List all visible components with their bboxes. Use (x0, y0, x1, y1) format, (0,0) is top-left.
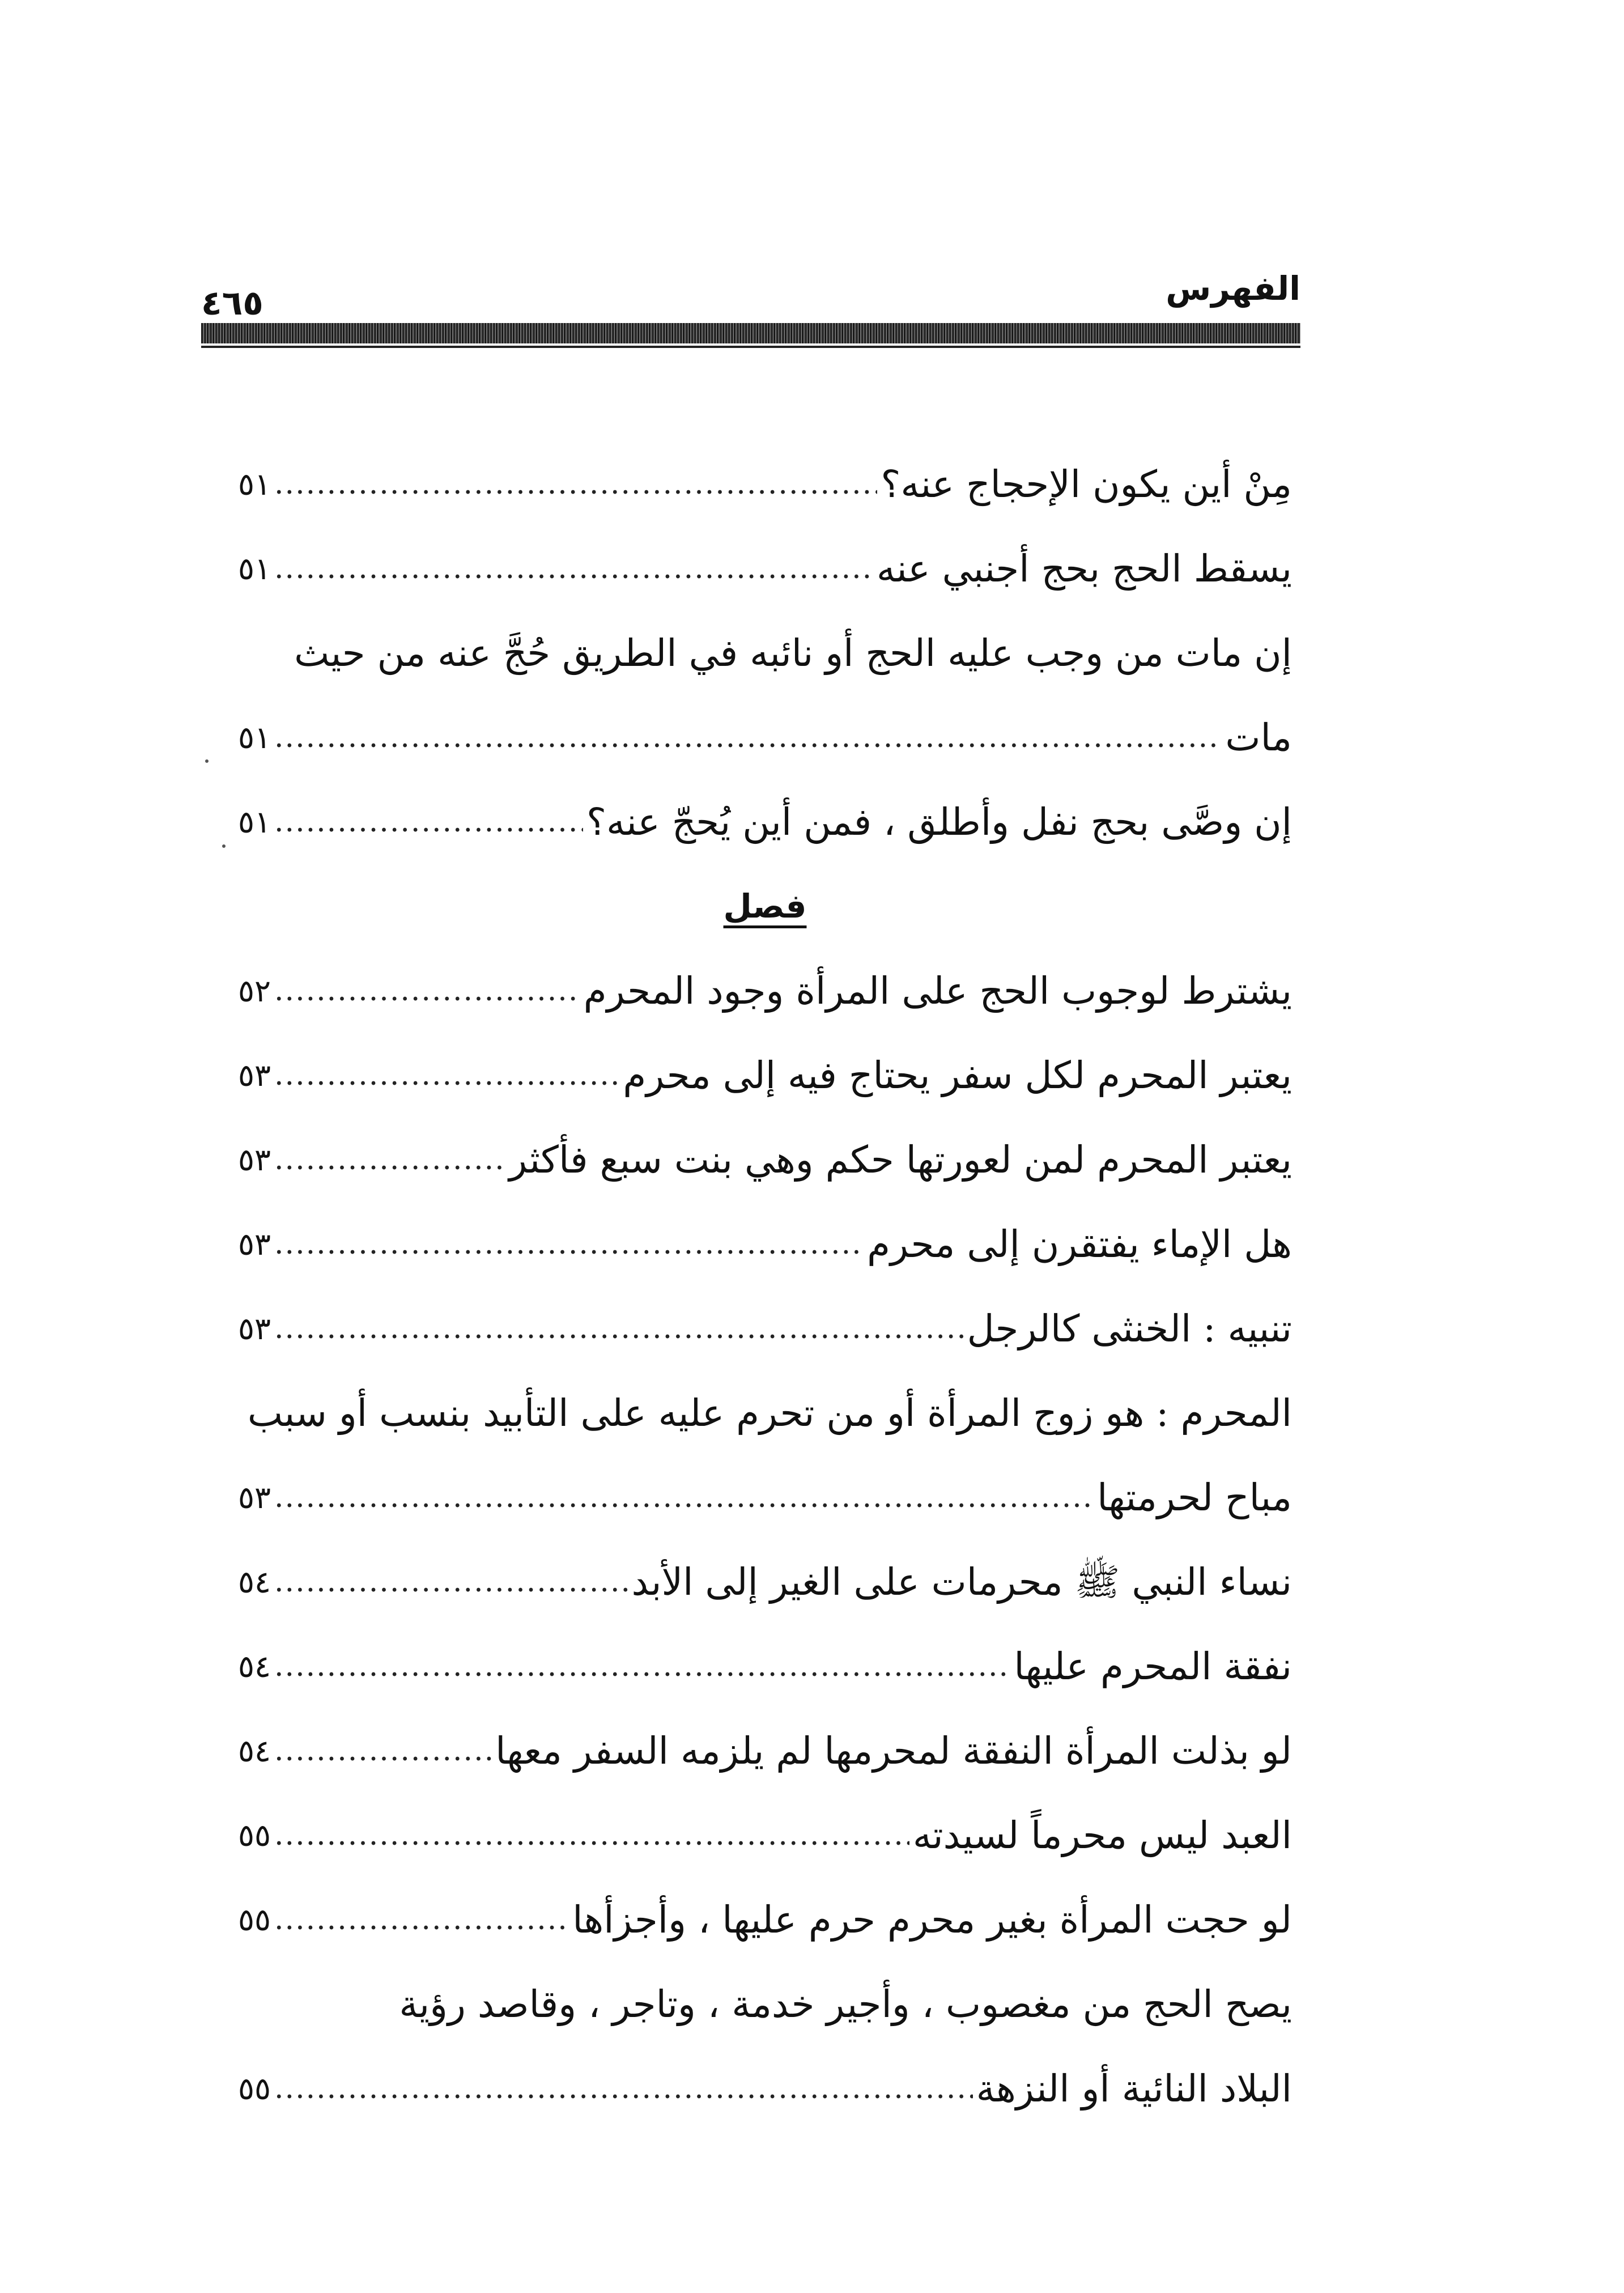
entry-page-number: ٥١ (238, 804, 271, 840)
index-entry (238, 1540, 1292, 1624)
header-rule (201, 323, 1300, 343)
entry-text: يشترط لوجوب الحج على المرأة وجود المحرم (583, 969, 1292, 1013)
dot-leader (274, 1033, 619, 1118)
entry-text: يعتبر المحرم لمن لعورتها حكم وهي بنت سبع فأكثر (509, 1138, 1292, 1182)
index-entry (238, 695, 1292, 780)
index-entry-continued (238, 611, 1292, 695)
index-entry (238, 1709, 1292, 1793)
scan-speck (205, 759, 209, 763)
index-entry (238, 780, 1292, 864)
index-entry (238, 526, 1292, 611)
index-entry (238, 1202, 1292, 1286)
index-entry (238, 1455, 1292, 1540)
page-number: ٤٦٥ (201, 283, 263, 323)
entry-page-number: ٥٣ (238, 1311, 271, 1347)
entry-text: يعتبر المحرم لكل سفر يحتاج فيه إلى محرم (623, 1054, 1292, 1097)
entry-page-number: ٥٤ (238, 1564, 271, 1600)
entry-text: يصح الحج من مغصوب ، وأجير خدمة ، وتاجر ، وقاصد رؤية (399, 1982, 1292, 2026)
dot-leader (274, 695, 1222, 780)
entry-page-number: ٥٥ (238, 2071, 271, 2107)
dot-leader (274, 949, 580, 1033)
index-entry (238, 1878, 1292, 1962)
dot-leader (274, 1709, 492, 1793)
index-entry (238, 2046, 1292, 2131)
entry-page-number: ٥٥ (238, 1902, 271, 1938)
index-entry (238, 1286, 1292, 1371)
entry-text: يسقط الحج بحج أجنبي عنه (876, 547, 1292, 591)
index-entries (238, 442, 1292, 2131)
index-entry-continued (238, 1962, 1292, 2046)
entry-text: نفقة المحرم عليها (1014, 1645, 1292, 1688)
dot-leader (274, 1286, 964, 1371)
entry-page-number: ٥٥ (238, 1818, 271, 1853)
entry-text: إن وصَّى بحج نفل وأطلق ، فمن أين يُحجّ عنه؟ (586, 800, 1292, 844)
entry-text: المحرم : هو زوج المرأة أو من تحرم عليه على التأبيد بنسب أو سبب (247, 1391, 1292, 1435)
dot-leader (274, 1455, 1094, 1540)
dot-leader (274, 1624, 1010, 1709)
entry-text: تنبيه : الخنثى كالرجل (967, 1307, 1292, 1351)
entry-text: هل الإماء يفتقرن إلى محرم (867, 1222, 1292, 1266)
entry-text: العبد ليس محرماً لسيدته (912, 1814, 1292, 1857)
dot-leader (274, 1118, 505, 1202)
index-entry (238, 1118, 1292, 1202)
index-entry (238, 1624, 1292, 1709)
running-title: الفهرس (1166, 269, 1300, 308)
entry-page-number: ٥٣ (238, 1142, 271, 1178)
entry-text: مباح لحرمتها (1097, 1476, 1292, 1519)
dot-leader (274, 526, 873, 611)
section-heading: فصل (723, 887, 807, 925)
index-entry (238, 949, 1292, 1033)
dot-leader (274, 2046, 973, 2131)
entry-page-number: ٥٤ (238, 1733, 271, 1769)
dot-leader (274, 1793, 909, 1878)
entry-page-number: ٥٣ (238, 1226, 271, 1262)
entry-text: لو بذلت المرأة النفقة لمحرمها لم يلزمه السفر معها (495, 1729, 1292, 1773)
entry-text: مات (1225, 716, 1292, 759)
dot-leader (274, 442, 877, 526)
index-entry (238, 1793, 1292, 1878)
entry-page-number: ٥١ (238, 720, 271, 755)
entry-text: إن مات من وجب عليه الحج أو نائبه في الطريق حُجَّ عنه من حيث (294, 631, 1292, 675)
scan-speck (222, 844, 226, 848)
dot-leader (274, 1202, 864, 1286)
entry-text: لو حجت المرأة بغير محرم حرم عليها ، وأجزأها (572, 1898, 1292, 1942)
entry-page-number: ٥٣ (238, 1480, 271, 1515)
dot-leader (274, 1540, 628, 1624)
entry-text: نساء النبي ﷺ محرمات على الغير إلى الأبد (631, 1560, 1292, 1604)
index-entry-continued (238, 1371, 1292, 1455)
entry-page-number: ٥٤ (238, 1649, 271, 1684)
entry-text: مِنْ أين يكون الإحجاج عنه؟ (881, 462, 1292, 506)
entry-text: البلاد النائية أو النزهة (976, 2067, 1292, 2111)
dot-leader (274, 780, 583, 864)
dot-leader (274, 1878, 569, 1962)
page-header (201, 266, 1300, 357)
entry-page-number: ٥١ (238, 466, 271, 502)
entry-page-number: ٥١ (238, 551, 271, 587)
entry-page-number: ٥٣ (238, 1058, 271, 1093)
index-entry (238, 1033, 1292, 1118)
entry-page-number: ٥٢ (238, 973, 271, 1009)
index-entry (238, 442, 1292, 526)
